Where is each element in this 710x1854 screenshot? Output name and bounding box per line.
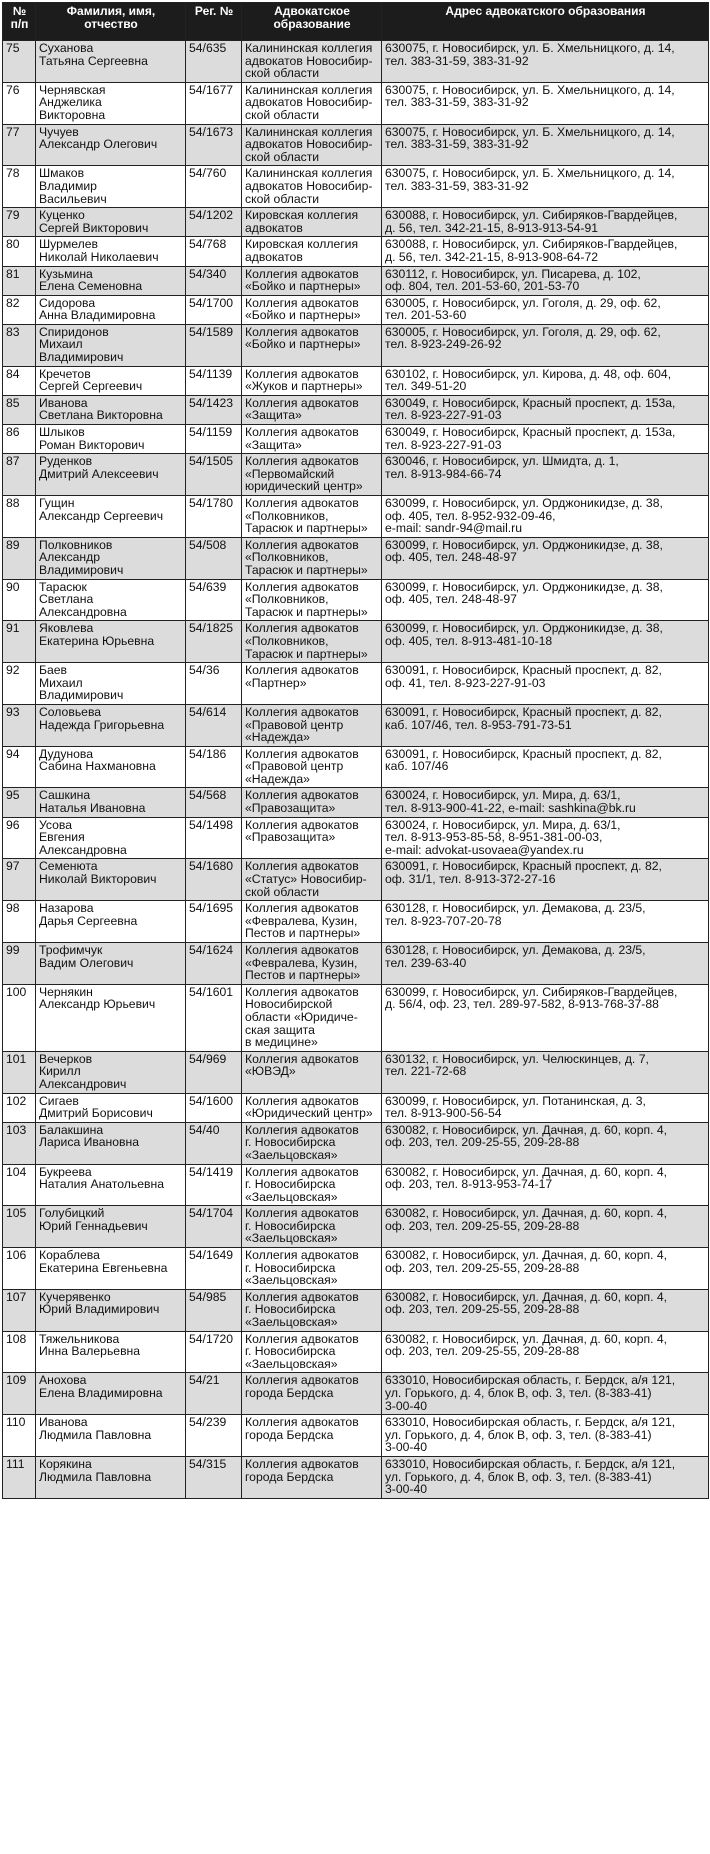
row-number: 94: [3, 746, 36, 788]
table-row: [3, 621, 709, 663]
lawyer-name: Балакшина Лариса Ивановна: [36, 1122, 186, 1164]
organization-address: 630088, г. Новосибирск, ул. Сибиряков-Гвардейцев, д. 56, тел. 342-21-15, 8-913-908-64-72: [382, 237, 709, 266]
organization-address: 630075, г. Новосибирск, ул. Б. Хмельницкого, д. 14, тел. 383-31-59, 383-31-92: [382, 166, 709, 208]
table-row: [3, 124, 709, 166]
bar-organization: Коллегия адвокатов «Бойко и партнеры»: [242, 295, 382, 324]
table-row: [3, 1093, 709, 1122]
organization-address: 630099, г. Новосибирск, ул. Орджоникидзе, д. 38, оф. 405, тел. 248-48-97: [382, 579, 709, 621]
table-row: [3, 395, 709, 424]
registration-number: 54/21: [186, 1373, 242, 1415]
table-row: [3, 817, 709, 859]
row-number: 102: [3, 1093, 36, 1122]
lawyer-name: Шурмелев Николай Николаевич: [36, 237, 186, 266]
table-row: [3, 266, 709, 295]
header-name: Фамилия, имя, отчество: [36, 3, 186, 41]
lawyer-name: Корякина Людмила Павловна: [36, 1456, 186, 1498]
lawyer-name: Трофимчук Вадим Олегович: [36, 943, 186, 985]
registration-number: 54/1700: [186, 295, 242, 324]
lawyer-name: Назарова Дарья Сергеевна: [36, 901, 186, 943]
organization-address: 633010, Новосибирская область, г. Бердск, а/я 121, ул. Горького, д. 4, блок В, оф. 3, тел. (8-383-41) 3-00-40: [382, 1415, 709, 1457]
bar-organization: Коллегия адвокатов «Защита»: [242, 425, 382, 454]
organization-address: 630132, г. Новосибирск, ул. Челюскинцев, д. 7, тел. 221-72-68: [382, 1051, 709, 1093]
table-header-row: [3, 3, 709, 41]
registration-number: 54/36: [186, 663, 242, 705]
table-row: [3, 366, 709, 395]
registration-number: 54/1780: [186, 496, 242, 538]
lawyer-name: Спиридонов Михаил Владимирович: [36, 324, 186, 366]
registration-number: 54/1159: [186, 425, 242, 454]
table-row: [3, 663, 709, 705]
bar-organization: Коллегия адвокатов Новосибирской области «Юридиче- ская защита в медицине»: [242, 984, 382, 1051]
bar-organization: Коллегия адвокатов г. Новосибирска «Заельцовская»: [242, 1206, 382, 1248]
registration-number: 54/1601: [186, 984, 242, 1051]
lawyer-name: Тарасюк Светлана Александровна: [36, 579, 186, 621]
bar-organization: Коллегия адвокатов г. Новосибирска «Заельцовская»: [242, 1289, 382, 1331]
table-row: [3, 1456, 709, 1498]
row-number: 81: [3, 266, 36, 295]
header-number: № п/п: [3, 3, 36, 41]
organization-address: 630082, г. Новосибирск, ул. Дачная, д. 60, корп. 4, оф. 203, тел. 8-913-953-74-17: [382, 1164, 709, 1206]
registration-number: 54/1720: [186, 1331, 242, 1373]
organization-address: 630082, г. Новосибирск, ул. Дачная, д. 60, корп. 4, оф. 203, тел. 209-25-55, 209-28-88: [382, 1122, 709, 1164]
bar-organization: Коллегия адвокатов «Статус» Новосибир- ской области: [242, 859, 382, 901]
header-address: Адрес адвокатского образования: [382, 3, 709, 41]
organization-address: 630099, г. Новосибирск, ул. Сибиряков-Гвардейцев, д. 56/4, оф. 23, тел. 289-97-582, 8-913-768-37-88: [382, 984, 709, 1051]
registration-number: 54/239: [186, 1415, 242, 1457]
organization-address: 630099, г. Новосибирск, ул. Орджоникидзе, д. 38, оф. 405, тел. 248-48-97: [382, 537, 709, 579]
lawyer-name: Сигаев Дмитрий Борисович: [36, 1093, 186, 1122]
registration-number: 54/1673: [186, 124, 242, 166]
lawyer-name: Шлыков Роман Викторович: [36, 425, 186, 454]
organization-address: 630099, г. Новосибирск, ул. Орджоникидзе, д. 38, оф. 405, тел. 8-913-481-10-18: [382, 621, 709, 663]
table-row: [3, 1248, 709, 1290]
row-number: 103: [3, 1122, 36, 1164]
organization-address: 630075, г. Новосибирск, ул. Б. Хмельницкого, д. 14, тел. 383-31-59, 383-31-92: [382, 41, 709, 83]
lawyer-name: Голубицкий Юрий Геннадьевич: [36, 1206, 186, 1248]
table-row: [3, 901, 709, 943]
lawyer-name: Иванова Людмила Павловна: [36, 1415, 186, 1457]
lawyer-name: Суханова Татьяна Сергеевна: [36, 41, 186, 83]
row-number: 87: [3, 454, 36, 496]
table-row: [3, 1415, 709, 1457]
row-number: 101: [3, 1051, 36, 1093]
table-row: [3, 295, 709, 324]
table-row: [3, 1122, 709, 1164]
row-number: 99: [3, 943, 36, 985]
row-number: 79: [3, 208, 36, 237]
table-row: [3, 425, 709, 454]
registration-number: 54/1680: [186, 859, 242, 901]
registration-number: 54/340: [186, 266, 242, 295]
row-number: 98: [3, 901, 36, 943]
registration-number: 54/40: [186, 1122, 242, 1164]
organization-address: 630075, г. Новосибирск, ул. Б. Хмельницкого, д. 14, тел. 383-31-59, 383-31-92: [382, 82, 709, 124]
organization-address: 630024, г. Новосибирск, ул. Мира, д. 63/1, тел. 8-913-900-41-22, e-mail: sashkina@bk.ru: [382, 788, 709, 817]
row-number: 83: [3, 324, 36, 366]
bar-organization: Коллегия адвокатов «Февралева, Кузин, Пестов и партнеры»: [242, 943, 382, 985]
row-number: 78: [3, 166, 36, 208]
table-row: [3, 984, 709, 1051]
registration-number: 54/508: [186, 537, 242, 579]
bar-organization: Коллегия адвокатов «Февралева, Кузин, Пестов и партнеры»: [242, 901, 382, 943]
bar-organization: Коллегия адвокатов «Правовой центр «Надежда»: [242, 746, 382, 788]
row-number: 95: [3, 788, 36, 817]
organization-address: 633010, Новосибирская область, г. Бердск, а/я 121, ул. Горького, д. 4, блок В, оф. 3, тел. (8-383-41) 3-00-40: [382, 1373, 709, 1415]
bar-organization: Коллегия адвокатов города Бердска: [242, 1456, 382, 1498]
row-number: 90: [3, 579, 36, 621]
bar-organization: Коллегия адвокатов «Правозащита»: [242, 817, 382, 859]
lawyer-name: Гущин Александр Сергеевич: [36, 496, 186, 538]
table-row: [3, 208, 709, 237]
registration-number: 54/1589: [186, 324, 242, 366]
table-row: [3, 454, 709, 496]
registration-number: 54/639: [186, 579, 242, 621]
bar-organization: Коллегия адвокатов «ЮВЭД»: [242, 1051, 382, 1093]
bar-organization: Кировская коллегия адвокатов: [242, 208, 382, 237]
bar-organization: Коллегия адвокатов «Жуков и партнеры»: [242, 366, 382, 395]
lawyer-name: Кучерявенко Юрий Владимирович: [36, 1289, 186, 1331]
lawyer-name: Букреева Наталия Анатольевна: [36, 1164, 186, 1206]
lawyer-name: Тяжельникова Инна Валерьевна: [36, 1331, 186, 1373]
bar-organization: Коллегия адвокатов «Полковников, Тарасюк и партнеры»: [242, 496, 382, 538]
row-number: 84: [3, 366, 36, 395]
bar-organization: Коллегия адвокатов г. Новосибирска «Заельцовская»: [242, 1248, 382, 1290]
organization-address: 630099, г. Новосибирск, ул. Орджоникидзе, д. 38, оф. 405, тел. 8-952-932-09-46, e-mail: sandr-94@mail.ru: [382, 496, 709, 538]
lawyers-table: [2, 2, 709, 1499]
bar-organization: Коллегия адвокатов «Полковников, Тарасюк и партнеры»: [242, 537, 382, 579]
bar-organization: Коллегия адвокатов «Бойко и партнеры»: [242, 266, 382, 295]
bar-organization: Коллегия адвокатов «Полковников, Тарасюк и партнеры»: [242, 621, 382, 663]
lawyer-name: Чучуев Александр Олегович: [36, 124, 186, 166]
registration-number: 54/1825: [186, 621, 242, 663]
table-row: [3, 859, 709, 901]
lawyer-name: Руденков Дмитрий Алексеевич: [36, 454, 186, 496]
bar-organization: Коллегия адвокатов «Партнер»: [242, 663, 382, 705]
organization-address: 630102, г. Новосибирск, ул. Кирова, д. 48, оф. 604, тел. 349-51-20: [382, 366, 709, 395]
row-number: 107: [3, 1289, 36, 1331]
row-number: 85: [3, 395, 36, 424]
row-number: 86: [3, 425, 36, 454]
organization-address: 630082, г. Новосибирск, ул. Дачная, д. 60, корп. 4, оф. 203, тел. 209-25-55, 209-28-88: [382, 1206, 709, 1248]
header-organization: Адвокатское образование: [242, 3, 382, 41]
table-row: [3, 1051, 709, 1093]
row-number: 75: [3, 41, 36, 83]
row-number: 100: [3, 984, 36, 1051]
table-row: [3, 324, 709, 366]
organization-address: 630024, г. Новосибирск, ул. Мира, д. 63/1, тел. 8-913-953-85-58, 8-951-381-00-03, e-mail: advokat-usovaea@yandex.ru: [382, 817, 709, 859]
row-number: 109: [3, 1373, 36, 1415]
lawyer-name: Сидорова Анна Владимировна: [36, 295, 186, 324]
registration-number: 54/1624: [186, 943, 242, 985]
registration-number: 54/969: [186, 1051, 242, 1093]
bar-organization: Коллегия адвокатов «Защита»: [242, 395, 382, 424]
table-row: [3, 82, 709, 124]
table-row: [3, 1164, 709, 1206]
row-number: 92: [3, 663, 36, 705]
organization-address: 630091, г. Новосибирск, Красный проспект, д. 82, каб. 107/46, тел. 8-953-791-73-51: [382, 704, 709, 746]
bar-organization: Калининская коллегия адвокатов Новосибир- ской области: [242, 124, 382, 166]
bar-organization: Кировская коллегия адвокатов: [242, 237, 382, 266]
registration-number: 54/1498: [186, 817, 242, 859]
table-row: [3, 237, 709, 266]
bar-organization: Коллегия адвокатов г. Новосибирска «Заельцовская»: [242, 1122, 382, 1164]
lawyer-name: Чернякин Александр Юрьевич: [36, 984, 186, 1051]
table-row: [3, 166, 709, 208]
lawyer-name: Баев Михаил Владимирович: [36, 663, 186, 705]
table-row: [3, 537, 709, 579]
bar-organization: Коллегия адвокатов «Правовой центр «Надежда»: [242, 704, 382, 746]
table-row: [3, 1289, 709, 1331]
registration-number: 54/768: [186, 237, 242, 266]
organization-address: 630082, г. Новосибирск, ул. Дачная, д. 60, корп. 4, оф. 203, тел. 209-25-55, 209-28-88: [382, 1248, 709, 1290]
organization-address: 633010, Новосибирская область, г. Бердск, а/я 121, ул. Горького, д. 4, блок В, оф. 3, тел. (8-383-41) 3-00-40: [382, 1456, 709, 1498]
row-number: 110: [3, 1415, 36, 1457]
bar-organization: Калининская коллегия адвокатов Новосибир- ской области: [242, 82, 382, 124]
lawyer-name: Кораблева Екатерина Евгеньевна: [36, 1248, 186, 1290]
bar-organization: Коллегия адвокатов «Первомайский юридический центр»: [242, 454, 382, 496]
lawyer-name: Анохова Елена Владимировна: [36, 1373, 186, 1415]
organization-address: 630082, г. Новосибирск, ул. Дачная, д. 60, корп. 4, оф. 203, тел. 209-25-55, 209-28-88: [382, 1289, 709, 1331]
lawyer-name: Соловьева Надежда Григорьевна: [36, 704, 186, 746]
registration-number: 54/985: [186, 1289, 242, 1331]
row-number: 82: [3, 295, 36, 324]
registration-number: 54/1695: [186, 901, 242, 943]
table-body: [3, 41, 709, 1499]
lawyer-name: Чернявская Анджелика Викторовна: [36, 82, 186, 124]
bar-organization: Коллегия адвокатов города Бердска: [242, 1373, 382, 1415]
registration-number: 54/1704: [186, 1206, 242, 1248]
bar-organization: Коллегия адвокатов «Бойко и партнеры»: [242, 324, 382, 366]
row-number: 77: [3, 124, 36, 166]
row-number: 80: [3, 237, 36, 266]
registration-number: 54/1202: [186, 208, 242, 237]
organization-address: 630046, г. Новосибирск, ул. Шмидта, д. 1, тел. 8-913-984-66-74: [382, 454, 709, 496]
registration-number: 54/315: [186, 1456, 242, 1498]
bar-organization: Коллегия адвокатов города Бердска: [242, 1415, 382, 1457]
organization-address: 630005, г. Новосибирск, ул. Гоголя, д. 29, оф. 62, тел. 201-53-60: [382, 295, 709, 324]
table-row: [3, 746, 709, 788]
row-number: 88: [3, 496, 36, 538]
lawyer-name: Сашкина Наталья Ивановна: [36, 788, 186, 817]
organization-address: 630091, г. Новосибирск, Красный проспект, д. 82, оф. 31/1, тел. 8-913-372-27-16: [382, 859, 709, 901]
lawyer-name: Иванова Светлана Викторовна: [36, 395, 186, 424]
row-number: 89: [3, 537, 36, 579]
registration-number: 54/1677: [186, 82, 242, 124]
organization-address: 630091, г. Новосибирск, Красный проспект, д. 82, каб. 107/46: [382, 746, 709, 788]
row-number: 97: [3, 859, 36, 901]
registration-number: 54/614: [186, 704, 242, 746]
lawyer-name: Кречетов Сергей Сергеевич: [36, 366, 186, 395]
table-row: [3, 1373, 709, 1415]
row-number: 106: [3, 1248, 36, 1290]
header-reg-number: Рег. №: [186, 3, 242, 41]
table-row: [3, 496, 709, 538]
organization-address: 630088, г. Новосибирск, ул. Сибиряков-Гвардейцев, д. 56, тел. 342-21-15, 8-913-913-54-91: [382, 208, 709, 237]
registration-number: 54/1139: [186, 366, 242, 395]
organization-address: 630005, г. Новосибирск, ул. Гоголя, д. 29, оф. 62, тел. 8-923-249-26-92: [382, 324, 709, 366]
lawyer-name: Кузьмина Елена Семеновна: [36, 266, 186, 295]
organization-address: 630082, г. Новосибирск, ул. Дачная, д. 60, корп. 4, оф. 203, тел. 209-25-55, 209-28-88: [382, 1331, 709, 1373]
row-number: 108: [3, 1331, 36, 1373]
registration-number: 54/186: [186, 746, 242, 788]
bar-organization: Коллегия адвокатов «Полковников, Тарасюк и партнеры»: [242, 579, 382, 621]
registration-number: 54/1649: [186, 1248, 242, 1290]
organization-address: 630049, г. Новосибирск, Красный проспект, д. 153а, тел. 8-923-227-91-03: [382, 395, 709, 424]
organization-address: 630049, г. Новосибирск, Красный проспект, д. 153а, тел. 8-923-227-91-03: [382, 425, 709, 454]
organization-address: 630112, г. Новосибирск, ул. Писарева, д. 102, оф. 804, тел. 201-53-60, 201-53-70: [382, 266, 709, 295]
table-row: [3, 943, 709, 985]
row-number: 111: [3, 1456, 36, 1498]
organization-address: 630128, г. Новосибирск, ул. Демакова, д. 23/5, тел. 239-63-40: [382, 943, 709, 985]
table-row: [3, 579, 709, 621]
lawyer-name: Яковлева Екатерина Юрьевна: [36, 621, 186, 663]
table-row: [3, 788, 709, 817]
bar-organization: Коллегия адвокатов г. Новосибирска «Заельцовская»: [242, 1164, 382, 1206]
lawyer-name: Куценко Сергей Викторович: [36, 208, 186, 237]
registration-number: 54/1423: [186, 395, 242, 424]
bar-organization: Калининская коллегия адвокатов Новосибир- ской области: [242, 41, 382, 83]
row-number: 104: [3, 1164, 36, 1206]
row-number: 76: [3, 82, 36, 124]
bar-organization: Калининская коллегия адвокатов Новосибир- ской области: [242, 166, 382, 208]
row-number: 105: [3, 1206, 36, 1248]
lawyer-name: Вечерков Кирилл Александрович: [36, 1051, 186, 1093]
lawyer-name: Шмаков Владимир Васильевич: [36, 166, 186, 208]
table-row: [3, 41, 709, 83]
bar-organization: Коллегия адвокатов «Юридический центр»: [242, 1093, 382, 1122]
lawyer-name: Дудунова Сабина Нахмановна: [36, 746, 186, 788]
registration-number: 54/1419: [186, 1164, 242, 1206]
registration-number: 54/1505: [186, 454, 242, 496]
table-row: [3, 1331, 709, 1373]
registration-number: 54/760: [186, 166, 242, 208]
organization-address: 630075, г. Новосибирск, ул. Б. Хмельницкого, д. 14, тел. 383-31-59, 383-31-92: [382, 124, 709, 166]
table-row: [3, 704, 709, 746]
row-number: 96: [3, 817, 36, 859]
bar-organization: Коллегия адвокатов г. Новосибирска «Заельцовская»: [242, 1331, 382, 1373]
registration-number: 54/1600: [186, 1093, 242, 1122]
row-number: 93: [3, 704, 36, 746]
bar-organization: Коллегия адвокатов «Правозащита»: [242, 788, 382, 817]
lawyer-name: Семенюта Николай Викторович: [36, 859, 186, 901]
table-row: [3, 1206, 709, 1248]
registration-number: 54/568: [186, 788, 242, 817]
row-number: 91: [3, 621, 36, 663]
lawyer-name: Полковников Александр Владимирович: [36, 537, 186, 579]
lawyer-name: Усова Евгения Александровна: [36, 817, 186, 859]
registration-number: 54/635: [186, 41, 242, 83]
organization-address: 630091, г. Новосибирск, Красный проспект, д. 82, оф. 41, тел. 8-923-227-91-03: [382, 663, 709, 705]
organization-address: 630099, г. Новосибирск, ул. Потанинская, д. 3, тел. 8-913-900-56-54: [382, 1093, 709, 1122]
organization-address: 630128, г. Новосибирск, ул. Демакова, д. 23/5, тел. 8-923-707-20-78: [382, 901, 709, 943]
